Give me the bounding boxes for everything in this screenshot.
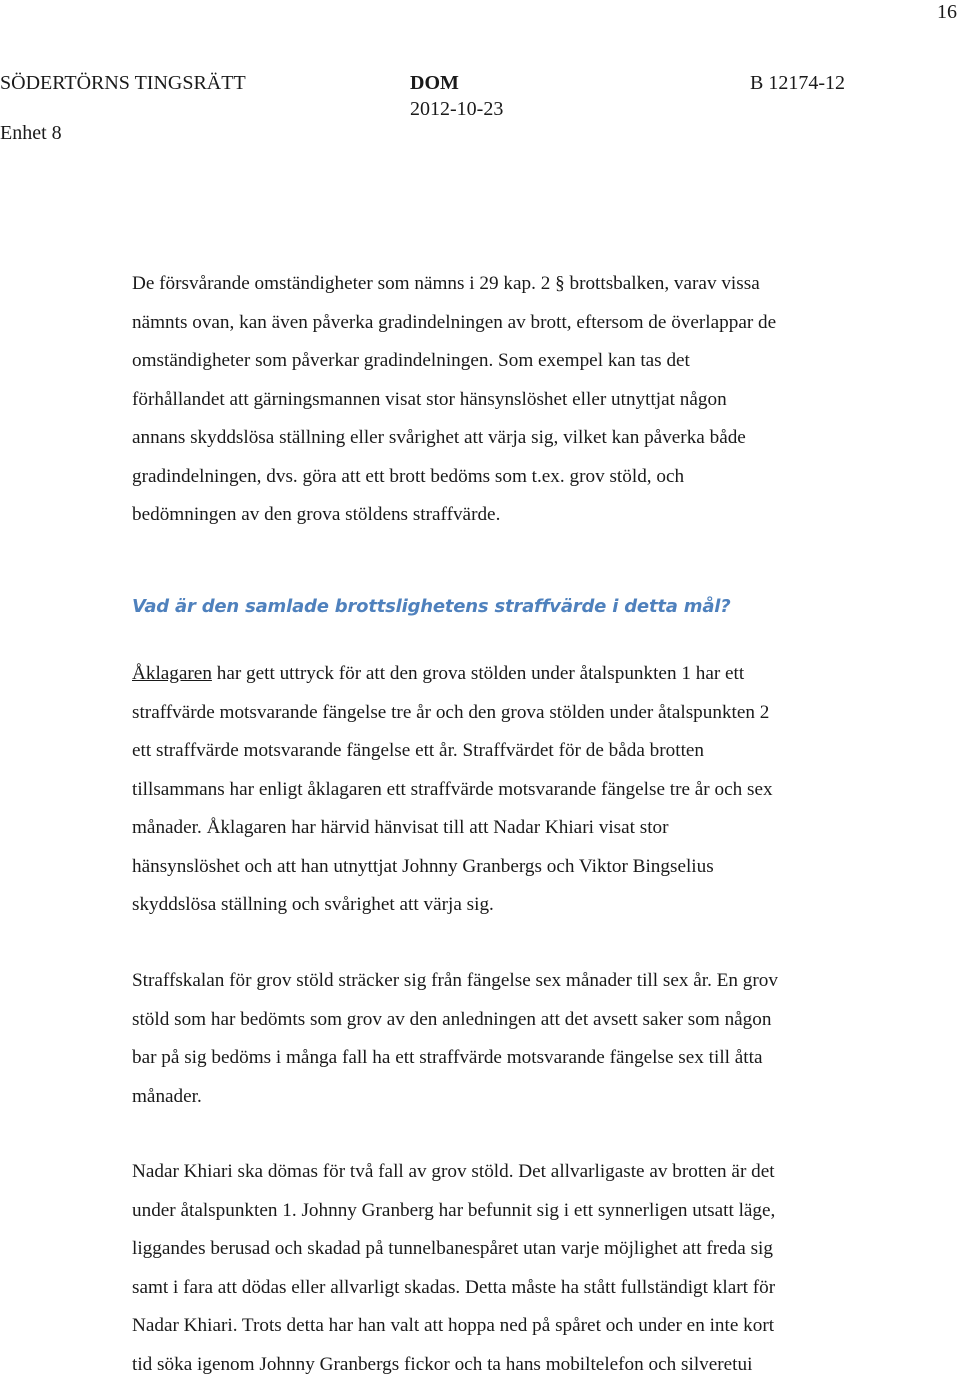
paragraph-line: nämnts ovan, kan även påverka gradindelningen av brott, eftersom de överlappar de: [132, 304, 892, 343]
paragraph-line: ett straffvärde motsvarande fängelse ett år. Straffvärdet för de båda brotten: [132, 732, 892, 771]
paragraph-line: gradindelningen, dvs. göra att ett brott bedöms som t.ex. grov stöld, och: [132, 458, 892, 497]
paragraph-line: omständigheter som påverkar gradindelningen. Som exempel kan tas det: [132, 342, 892, 381]
paragraph-line: skyddslösa ställning och svårighet att värja sig.: [132, 886, 892, 925]
paragraph-line: förhållandet att gärningsmannen visat stor hänsynslöshet eller utnyttjat någon: [132, 381, 892, 420]
section-heading: Vad är den samlade brottslighetens straffvärde i detta mål?: [132, 592, 730, 622]
case-number: B 12174-12: [750, 71, 845, 95]
paragraph-line: Nadar Khiari ska dömas för två fall av grov stöld. Det allvarligaste av brotten är det: [132, 1153, 892, 1192]
document-type: DOM: [410, 71, 459, 95]
paragraph-line: tid söka igenom Johnny Granbergs fickor och ta hans mobiltelefon och silveretui: [132, 1346, 892, 1384]
paragraph-line: under åtalspunkten 1. Johnny Granberg har befunnit sig i ett synnerligen utsatt läge,: [132, 1192, 892, 1231]
paragraph-line: annans skyddslösa ställning eller svårighet att värja sig, vilket kan påverka både: [132, 419, 892, 458]
court-unit: Enhet 8: [0, 121, 62, 145]
paragraph-line-text: har gett uttryck för att den grova stölden under åtalspunkten 1 har ett: [212, 663, 744, 684]
paragraph-line: Nadar Khiari. Trots detta har han valt att hoppa ned på spåret och under en inte kort: [132, 1307, 892, 1346]
paragraph-line: [132, 655, 892, 694]
document-date: 2012-10-23: [410, 97, 503, 121]
paragraph-line: bedömningen av den grova stöldens straffvärde.: [132, 496, 892, 535]
paragraph-line: liggandes berusad och skadad på tunnelbanespåret utan varje möjlighet att freda sig: [132, 1230, 892, 1269]
paragraph-line: hänsynslöshet och att han utnyttjat Johnny Granbergs och Viktor Bingselius: [132, 848, 892, 887]
paragraph-line: Straffskalan för grov stöld sträcker sig från fängelse sex månader till sex år. En grov: [132, 962, 892, 1001]
paragraph-line: månader. Åklagaren har härvid hänvisat till att Nadar Khiari visat stor: [132, 809, 892, 848]
paragraph-line: stöld som har bedömts som grov av den anledningen att det avsett saker som någon: [132, 1001, 892, 1040]
paragraph-line: straffvärde motsvarande fängelse tre år och den grova stölden under åtalspunkten 2: [132, 694, 892, 733]
paragraph-line: De försvårande omständigheter som nämns i 29 kap. 2 § brottsbalken, varav vissa: [132, 265, 892, 304]
paragraph-aggravating-circumstances: [132, 265, 892, 535]
paragraph-line: tillsammans har enligt åklagaren ett straffvärde motsvarande fängelse tre år och sex: [132, 771, 892, 810]
paragraph-line: månader.: [132, 1078, 892, 1117]
paragraph-penalty-scale: [132, 962, 892, 1116]
court-name: SÖDERTÖRNS TINGSRÄTT: [0, 71, 246, 95]
paragraph-prosecutor-position: [132, 655, 892, 925]
page-number: 16: [937, 0, 957, 24]
prosecutor-term: Åklagaren: [132, 663, 212, 684]
paragraph-assessment: [132, 1153, 892, 1384]
paragraph-line: bar på sig bedöms i många fall ha ett straffvärde motsvarande fängelse sex till åtta: [132, 1039, 892, 1078]
paragraph-line: samt i fara att dödas eller allvarligt skadas. Detta måste ha stått fullständigt klart för: [132, 1269, 892, 1308]
